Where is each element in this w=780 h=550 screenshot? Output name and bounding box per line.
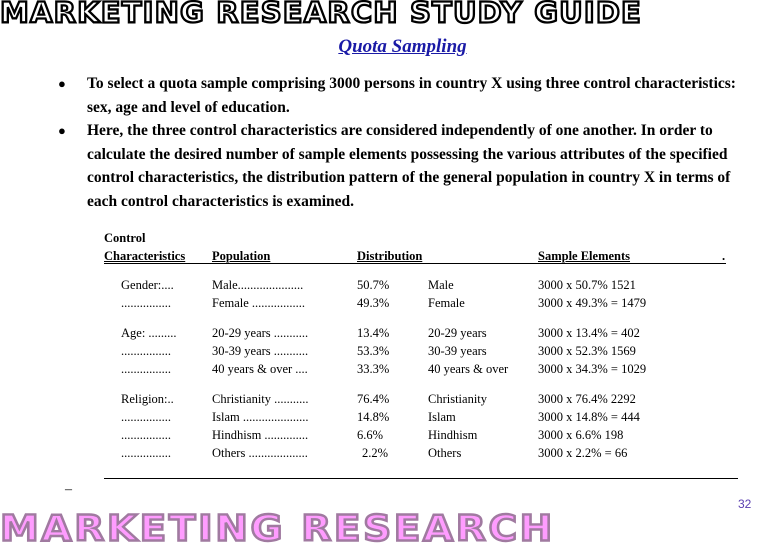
header-characteristics: Characteristics (104, 249, 186, 263)
bullet-icon: ● (58, 123, 66, 138)
table-bottom-rule (104, 478, 738, 479)
page-title: Quota Sampling (338, 36, 467, 57)
header-trailing: . (722, 249, 726, 263)
table-cell-characteristic: ................ (121, 428, 171, 442)
table-cell-population: 20-29 years ........... (212, 326, 309, 340)
table-cell-calc: 3000 x 14.8% = 444 (538, 410, 640, 424)
stray-dash: – (65, 482, 72, 497)
table-cell-characteristic: ................ (121, 362, 171, 376)
table-cell-label: Others (428, 446, 462, 460)
table-cell-pct: 13.4% (357, 326, 390, 340)
bullet-item (58, 119, 758, 213)
bullet-list (58, 72, 758, 213)
table-cell-calc: 3000 x 52.3% 1569 (538, 344, 636, 358)
table-cell-population: Others ................... (212, 446, 308, 460)
table-cell-calc: 3000 x 13.4% = 402 (538, 326, 640, 340)
table-cell-population: Female ................. (212, 296, 306, 310)
table-cell-calc: 3000 x 2.2% = 66 (538, 446, 628, 460)
table-cell-label: 30-39 years (428, 344, 487, 358)
bullet-text: Here, the three control characteristics are considered independently of one another. In order to calculate the desired number of sample elements possessing the various attributes of the specified control characteristics, the distribution pattern of the general population in country X in terms of each control characteristics is examined. (87, 122, 731, 210)
header-underline (104, 263, 726, 264)
table-cell-label: Islam (428, 410, 456, 424)
table-cell-characteristic: Age: ......... (121, 326, 177, 340)
table-cell-pct: 2.2% (362, 446, 389, 460)
table-cell-label: 20-29 years (428, 326, 487, 340)
table-cell-characteristic: ................ (121, 296, 171, 310)
table-cell-characteristic: ................ (121, 344, 171, 358)
table-cell-pct: 53.3% (357, 344, 390, 358)
header-control: Control (104, 231, 146, 245)
table-cell-characteristic: Gender:.... (121, 278, 174, 292)
table-cell-pct: 14.8% (357, 410, 390, 424)
bullet-item (58, 72, 758, 119)
table-cell-population: Christianity ........... (212, 392, 309, 406)
table-cell-characteristic: ................ (121, 446, 171, 460)
table-cell-label: Christianity (428, 392, 488, 406)
table-cell-calc: 3000 x 50.7% 1521 (538, 278, 636, 292)
bullet-icon: ● (58, 76, 66, 91)
table-cell-pct: 49.3% (357, 296, 390, 310)
table-cell-label: Male (428, 278, 454, 292)
table-cell-calc: 3000 x 6.6% 198 (538, 428, 624, 442)
header-sample-elements: Sample Elements (538, 249, 631, 263)
table-cell-pct: 6.6% (357, 428, 384, 442)
table-cell-population: Hindhism .............. (212, 428, 309, 442)
table-cell-label: 40 years & over (428, 362, 509, 376)
table-cell-calc: 3000 x 76.4% 2292 (538, 392, 636, 406)
table-cell-characteristic: Religion:.. (121, 392, 174, 406)
table-cell-calc: 3000 x 34.3% = 1029 (538, 362, 647, 376)
table-cell-population: Islam ..................... (212, 410, 309, 424)
header-population: Population (212, 249, 271, 263)
table-cell-label: Female (428, 296, 465, 310)
table-cell-calc: 3000 x 49.3% = 1479 (538, 296, 647, 310)
table-cell-label: Hindhism (428, 428, 478, 442)
table-cell-population: 40 years & over .... (212, 362, 308, 376)
bottom-banner: MARKETING RESEARCH (0, 508, 555, 550)
top-banner: MARKETING RESEARCH STUDY GUIDE (0, 0, 643, 30)
header-distribution: Distribution (357, 249, 423, 263)
table-cell-pct: 50.7% (357, 278, 390, 292)
page-number: 32 (738, 497, 752, 511)
bullet-text: To select a quota sample comprising 3000 persons in country X using three control characteristics: sex, age and level of education. (87, 75, 736, 116)
table-cell-population: Male..................... (212, 278, 304, 292)
table-cell-population: 30-39 years ........... (212, 344, 309, 358)
table-cell-pct: 33.3% (357, 362, 390, 376)
table-cell-pct: 76.4% (357, 392, 390, 406)
table-cell-characteristic: ................ (121, 410, 171, 424)
